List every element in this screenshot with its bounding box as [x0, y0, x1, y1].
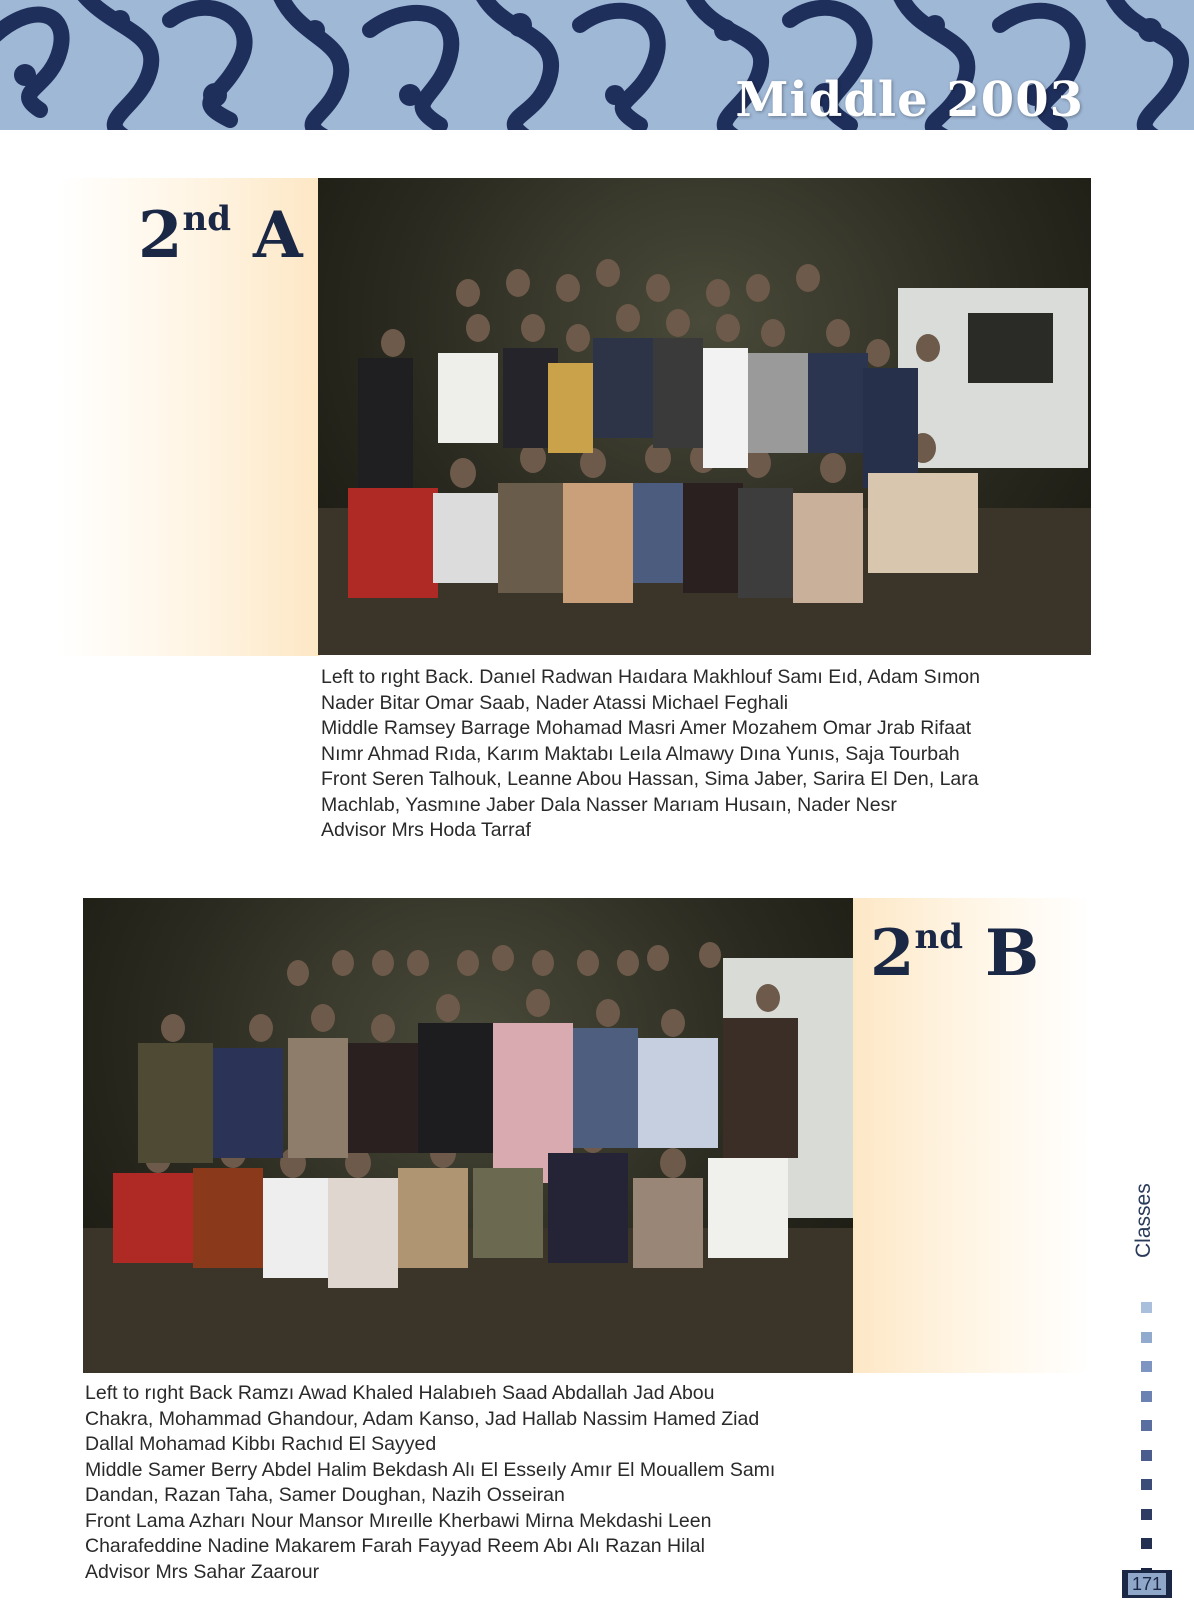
caption-line: Charafeddine Nadine Makarem Farah Fayyad Reem Abı Alı Razan Hilal	[85, 1535, 705, 1557]
caption-line: Front Lama Azharı Nour Mansor Mıreılle Kherbawi Mirna Mekdashi Leen	[85, 1509, 712, 1532]
caption-line: Chakra, Mohammad Ghandour, Adam Kanso, Jad Hallab Nassim Hamed Ziad	[85, 1407, 760, 1430]
caption-line: Advisor Mrs Sahar Zaarour	[85, 1560, 320, 1583]
group-photo-image	[83, 898, 853, 1373]
caption-line: Advisor Mrs Hoda Tarraf	[321, 819, 531, 841]
caption-line: Nımr Ahmad Rıda, Karım Maktabı Leıla Almawy Dına Yunıs, Saja Tourbah	[321, 742, 960, 765]
caption-line: Left to rıght Back Ramzı Awad Khaled Halabıeh Saad Abdallah Jad Abou	[85, 1382, 715, 1404]
class-heading-2nd-b	[870, 916, 1040, 991]
square-marker	[1141, 1391, 1152, 1402]
square-marker	[1141, 1361, 1152, 1372]
page-number: 171	[1128, 1573, 1166, 1595]
caption-line: Middle Ramsey Barrage Mohamad Masri Amer Mozahem Omar Jrab Rifaat	[321, 717, 972, 739]
caption-line: Dandan, Razan Taha, Samer Doughan, Nazih Osseiran	[85, 1484, 565, 1506]
class-section: B	[985, 916, 1040, 991]
caption-line: Front Seren Talhouk, Leanne Abou Hassan, Sima Jaber, Sarira El Den, Lara	[321, 768, 979, 790]
header-banner	[0, 0, 1194, 130]
square-marker	[1141, 1479, 1152, 1490]
class-grade: 2	[870, 916, 915, 991]
square-marker	[1141, 1509, 1152, 1520]
page-number-box	[1122, 1570, 1172, 1598]
caption-line: Left to rıght Back. Danıel Radwan Haıdara Makhlouf Samı Eıd, Adam Sımon	[321, 666, 981, 688]
page-title: Middle 2003	[735, 72, 1084, 128]
caption-2nd-a	[321, 665, 980, 844]
section-label: Classes	[1132, 1183, 1155, 1258]
caption-line: Middle Samer Berry Abdel Halim Bekdash Alı El Esseıly Amır El Mouallem Samı	[85, 1458, 776, 1481]
class-heading-2nd-a	[138, 198, 303, 273]
group-photo-image	[318, 178, 1091, 655]
caption-line: Dallal Mohamad Kibbı Rachıd El Sayyed	[85, 1433, 437, 1455]
square-marker	[1141, 1538, 1152, 1549]
square-marker	[1141, 1332, 1152, 1343]
section-square-markers	[1141, 1302, 1155, 1597]
square-marker	[1141, 1420, 1152, 1431]
class-grade-suffix: nd	[182, 199, 232, 239]
class-photo-2nd-a	[318, 178, 1091, 655]
class-section: A	[253, 198, 303, 273]
caption-line: Nader Bitar Omar Saab, Nader Atassi Michael Feghali	[321, 691, 789, 714]
caption-line: Machlab, Yasmıne Jaber Dala Nasser Marıam Husaın, Nader Nesr	[321, 793, 897, 816]
caption-2nd-b	[85, 1381, 775, 1585]
class-grade-suffix: nd	[914, 917, 964, 957]
class-grade: 2	[138, 198, 183, 273]
class-photo-2nd-b	[83, 898, 853, 1373]
square-marker	[1141, 1450, 1152, 1461]
square-marker	[1141, 1302, 1152, 1313]
